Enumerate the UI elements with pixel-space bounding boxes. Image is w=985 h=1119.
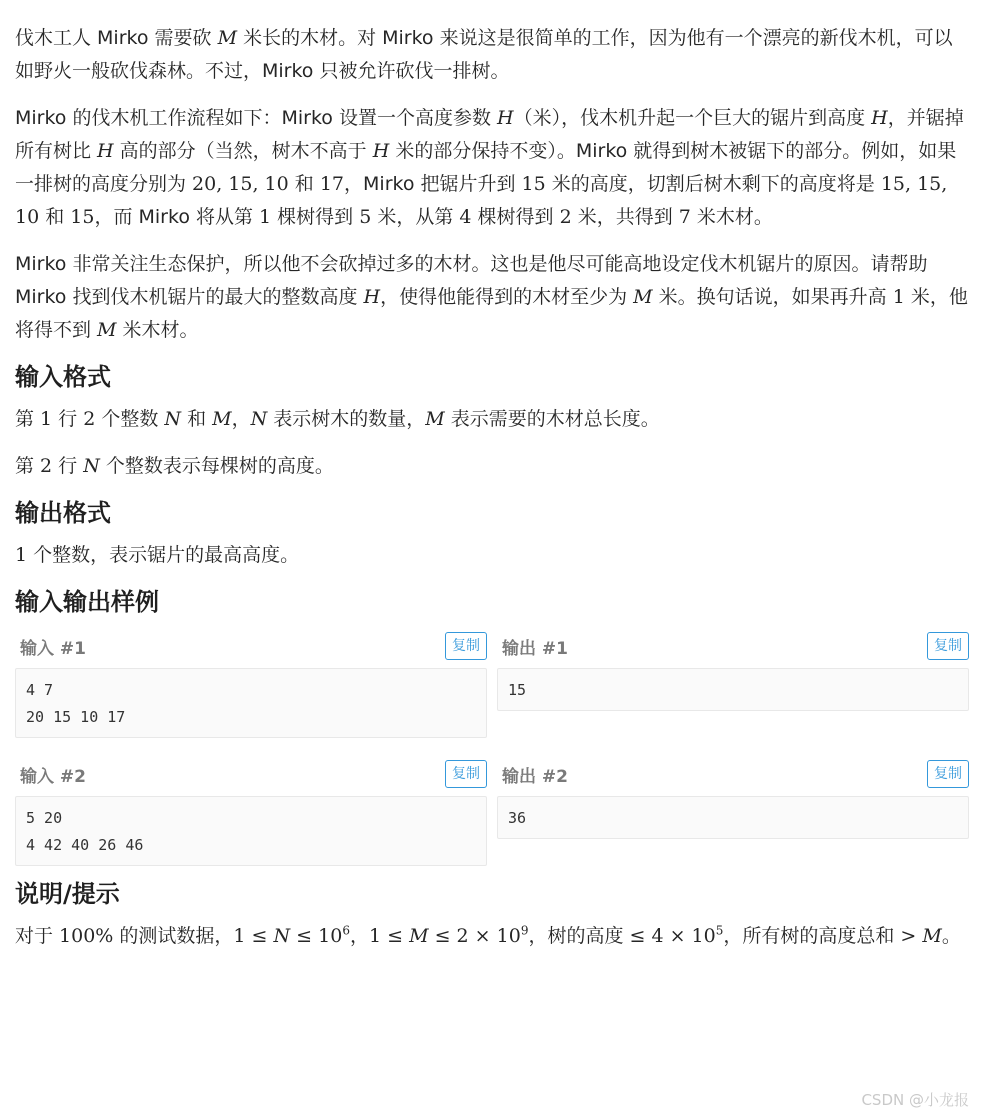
text: 伐木工人 Mirko 需要砍 — [15, 27, 218, 49]
math-var: H — [97, 140, 114, 162]
text: 表示树木的数量， — [267, 408, 426, 430]
text: 的测试数据， — [113, 925, 234, 947]
text: ，而 Mirko 将从第 — [94, 206, 260, 228]
text: 棵树得到 — [471, 206, 560, 228]
copy-button[interactable]: 复制 — [445, 632, 487, 660]
copy-button[interactable]: 复制 — [927, 632, 969, 660]
math-num: 1 — [40, 408, 53, 430]
sample-input-title: 输入 #2 — [20, 766, 86, 787]
math-num: 1 — [15, 544, 28, 566]
math-num: 100% — [59, 925, 114, 947]
sample-output-title: 输出 #1 — [502, 638, 568, 659]
math-var: M — [922, 925, 942, 947]
output-format-heading: 输出格式 — [15, 499, 111, 527]
math-var: H — [372, 140, 390, 162]
math-var: M — [212, 408, 232, 430]
math-var: M — [633, 286, 653, 308]
sample-output-title: 输出 #2 — [502, 766, 568, 787]
description-paragraph-1 — [15, 22, 970, 88]
description-paragraph-3 — [15, 248, 970, 347]
math-expr: > — [900, 925, 923, 947]
math-expr: ≤ 2 × 10 — [428, 925, 521, 947]
math-var: N — [250, 408, 268, 430]
math-var: M — [409, 925, 429, 947]
text: ，并锯掉所有树比 — [15, 107, 964, 162]
math-var: M — [217, 27, 238, 49]
copy-button[interactable]: 复制 — [927, 760, 969, 788]
math-var: H — [497, 107, 514, 129]
math-var: N — [83, 455, 100, 477]
math-expr: 1 ≤ — [233, 925, 274, 947]
text: 对于 — [15, 925, 60, 947]
math-var: H — [871, 107, 888, 129]
math-exponent: 6 — [342, 923, 350, 938]
math-num: 1 — [259, 206, 272, 228]
math-expr: ≤ 4 × 10 — [629, 925, 716, 947]
output-format-line-1 — [15, 539, 970, 572]
text: 米。换句话说，如果再升高 — [652, 286, 893, 308]
sample-input-2 — [15, 758, 487, 866]
text: 和 — [181, 408, 213, 430]
text: 米，从第 — [371, 206, 460, 228]
text: 和 — [288, 173, 320, 195]
sample-output-2 — [497, 758, 969, 866]
math-expr: 1 ≤ — [368, 925, 410, 947]
math-num: 2 — [559, 206, 572, 228]
text: 第 — [15, 408, 41, 430]
math-num: 15, 15, 10 — [15, 173, 948, 228]
text: 米木材。 — [690, 206, 773, 228]
text: Mirko 的伐木机工作流程如下：Mirko 设置一个高度参数 — [15, 107, 497, 129]
math-num: 17 — [319, 173, 345, 195]
sample-input-1 — [15, 630, 487, 738]
text: 米的部分保持不变）。Mirko 就得到树木被锯下的部分。例如，如果一排树的高度分别为 — [15, 140, 957, 195]
text: 高的部分（当然，树木不高于 — [113, 140, 373, 162]
math-num: 7 — [678, 206, 691, 228]
text: （米），伐木机升起一个巨大的锯片到高度 — [513, 107, 872, 129]
sample-input-code: 4 7 20 15 10 17 — [15, 668, 487, 738]
text: ，树的高度 — [528, 925, 630, 947]
text: 。 — [941, 925, 961, 947]
text: 棵树得到 — [271, 206, 360, 228]
sample-input-code: 5 20 4 42 40 26 46 — [15, 796, 487, 866]
sample-output-1 — [497, 630, 969, 738]
text: 行 — [52, 455, 84, 477]
description-paragraph-2 — [15, 102, 970, 234]
text: 个整数表示每棵树的高度。 — [99, 455, 334, 477]
text: 个整数，表示锯片的最高高度。 — [27, 544, 300, 566]
csdn-watermark: CSDN @小龙报 — [861, 1091, 969, 1109]
text: Mirko 非常关注生态保护，所以他不会砍掉过多的木材。这也是他尽可能高地设定伐木机锯片的原因。请帮助 Mirko 找到伐木机锯片的最大的整数高度 — [15, 253, 928, 308]
math-var: M — [425, 408, 445, 430]
sample-output-code: 15 — [497, 668, 969, 711]
math-num: 20, 15, 10 — [192, 173, 289, 195]
problem-content — [15, 22, 970, 967]
input-format-heading: 输入格式 — [15, 363, 111, 391]
text: 米，共得到 — [571, 206, 679, 228]
input-format-line-2 — [15, 450, 970, 483]
math-num: 2 — [83, 408, 96, 430]
text: 和 — [39, 206, 71, 228]
hint-heading: 说明/提示 — [15, 880, 120, 908]
text: 米长的木材。对 Mirko 来说这是很简单的工作，因为他有一个漂亮的新伐木机，可以如野火一般砍伐森林。不过，Mirko 只被允许砍伐一排树。 — [15, 27, 953, 82]
math-num: 2 — [40, 455, 53, 477]
math-exponent: 5 — [715, 923, 724, 938]
text: 第 — [15, 455, 41, 477]
text: ，所有树的高度总和 — [723, 925, 901, 947]
samples-grid — [15, 630, 970, 866]
math-exponent: 9 — [520, 923, 529, 938]
math-var: H — [363, 286, 381, 308]
text: 米的高度，切割后树木剩下的高度将是 — [545, 173, 881, 195]
text: 米木材。 — [116, 319, 199, 341]
math-var: N — [273, 925, 291, 947]
text: 表示需要的木材总长度。 — [444, 408, 660, 430]
samples-heading: 输入输出样例 — [15, 588, 159, 616]
sample-input-title: 输入 #1 — [20, 638, 86, 659]
text: 行 — [52, 408, 84, 430]
math-var: N — [164, 408, 182, 430]
text: 个整数 — [95, 408, 165, 430]
text: ， — [231, 408, 251, 430]
math-num: 5 — [359, 206, 372, 228]
text: 米，他将得不到 — [15, 286, 968, 341]
math-num: 15 — [521, 173, 546, 195]
math-var: M — [97, 319, 117, 341]
copy-button[interactable]: 复制 — [445, 760, 487, 788]
text: ，Mirko 把锯片升到 — [344, 173, 522, 195]
text: ， — [349, 925, 369, 947]
math-num: 15 — [70, 206, 95, 228]
math-num: 4 — [459, 206, 472, 228]
sample-output-code: 36 — [497, 796, 969, 839]
math-num: 1 — [892, 286, 905, 308]
hint-text — [15, 920, 970, 953]
text: ，使得他能得到的木材至少为 — [380, 286, 634, 308]
input-format-line-1 — [15, 403, 970, 436]
math-expr: ≤ 10 — [290, 925, 343, 947]
